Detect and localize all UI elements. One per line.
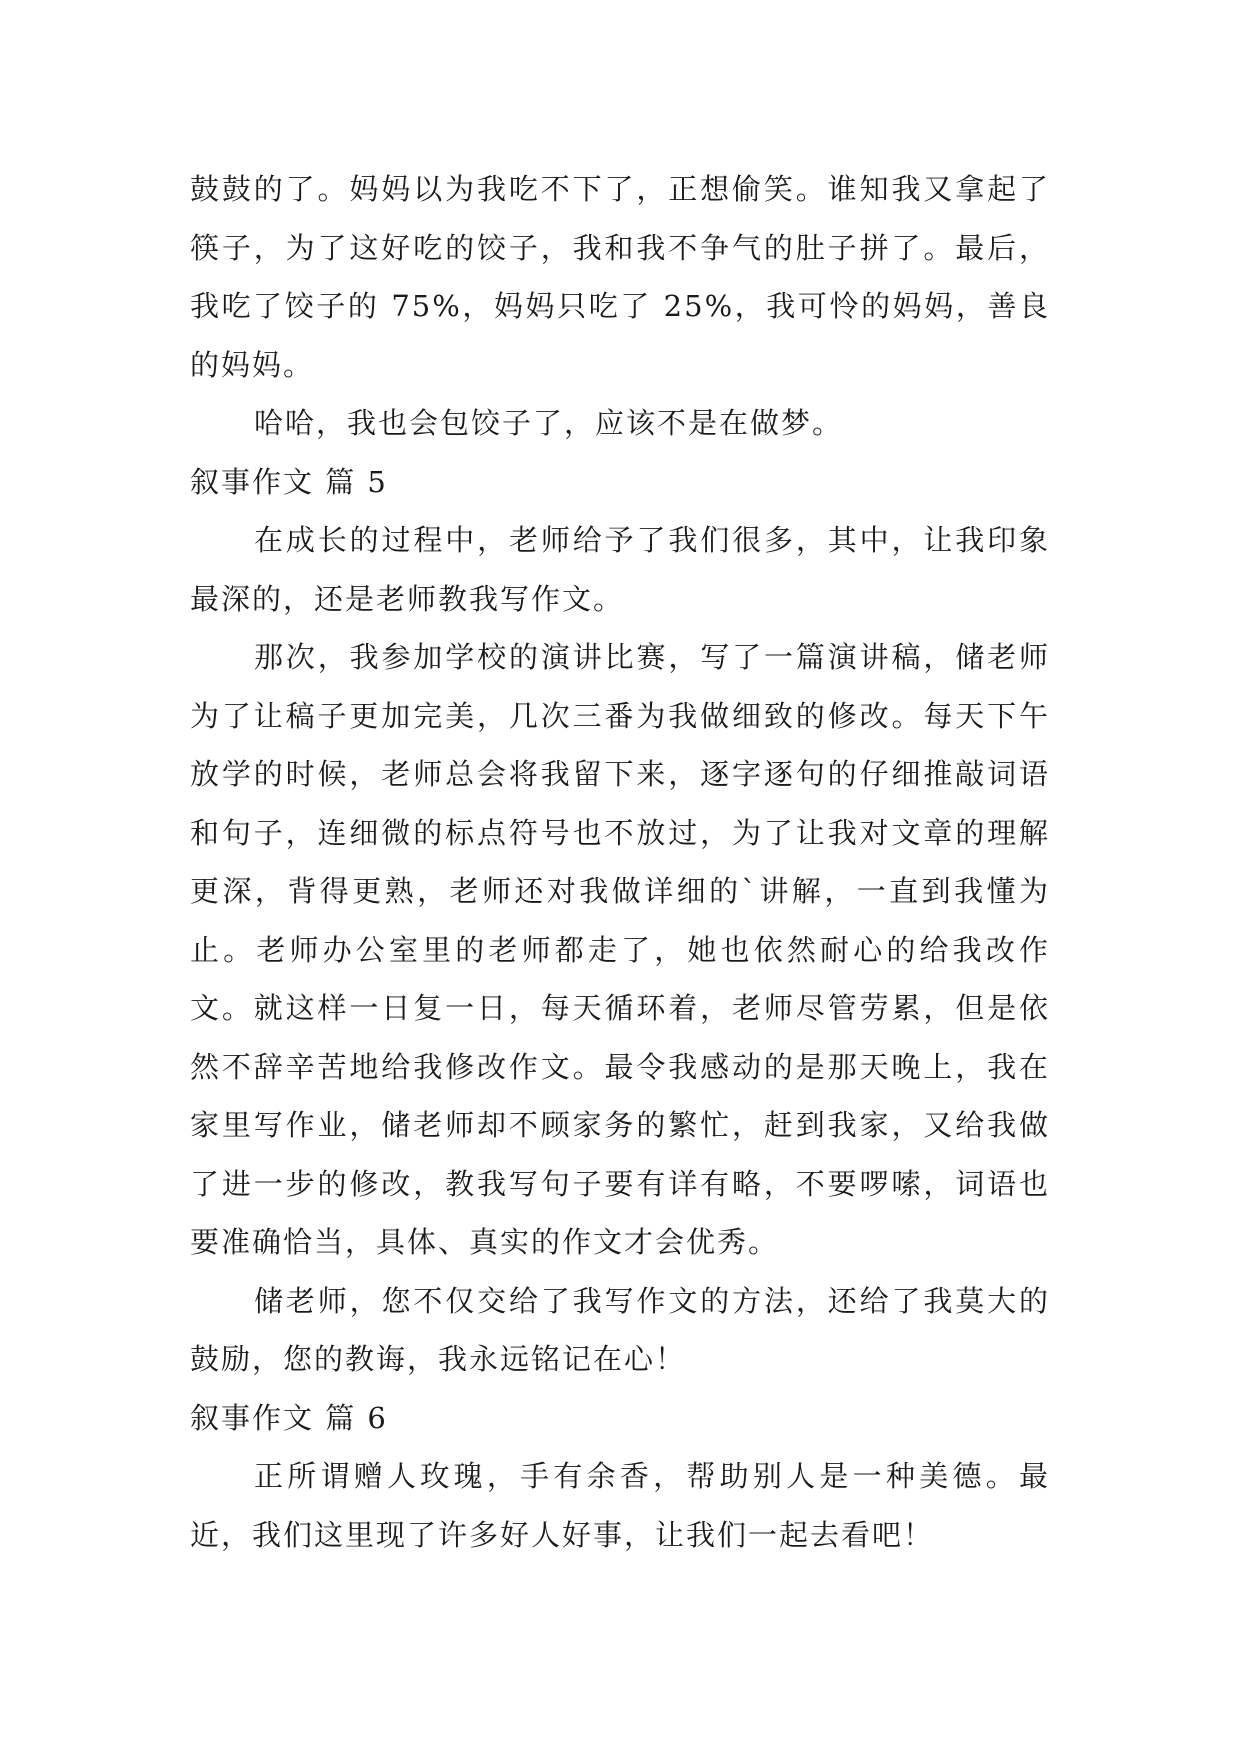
- paragraph: 鼓鼓的了。妈妈以为我吃不下了，正想偷笑。谁知我又拿起了筷子，为了这好吃的饺子，我和我不争气的肚子拼了。最后，我吃了饺子的 75%，妈妈只吃了 25%，我可怜的妈妈，善良的妈妈。: [190, 172, 1050, 382]
- paragraph: 哈哈，我也会包饺子了，应该不是在做梦。: [254, 406, 844, 440]
- paragraph: 那次，我参加学校的演讲比赛，写了一篇演讲稿，储老师为了让稿子更加完美，几次三番为我做细致的修改。每天下午放学的时候，老师总会将我留下来，逐字逐句的仔细推敲词语和句子，连细微的标点符号也不放过，为了让我对文章的理解更深，背得更熟，老师还对我做详细的`讲解，一直到我懂为止。老师办公室里的老师都走了，她也依然耐心的给我改作文。就这样一日复一日，每天循环着，老师尽管劳累，但是依然不辞辛苦地给我修改作文。最令我感动的是那天晚上，我在家里写作业，储老师却不顾家务的繁忙，赶到我家，又给我做了进一步的修改，教我写句子要有详有略，不要啰嗦，词语也要准确恰当，具体、真实的作文才会优秀。: [190, 640, 1050, 1259]
- section-heading: 叙事作文 篇 6: [190, 1400, 388, 1435]
- paragraph: 在成长的过程中，老师给予了我们很多，其中，让我印象最深的，还是老师教我写作文。: [190, 523, 1050, 616]
- paragraph: 正所谓赠人玫瑰，手有余香，帮助别人是一种美德。最近，我们这里现了许多好人好事，让我们一起去看吧！: [190, 1459, 1050, 1552]
- paragraph: 储老师，您不仅交给了我写作文的方法，还给了我莫大的鼓励，您的教诲，我永远铭记在心！: [190, 1283, 1050, 1376]
- document-body: [190, 160, 1050, 1564]
- section-heading: 叙事作文 篇 5: [190, 464, 388, 499]
